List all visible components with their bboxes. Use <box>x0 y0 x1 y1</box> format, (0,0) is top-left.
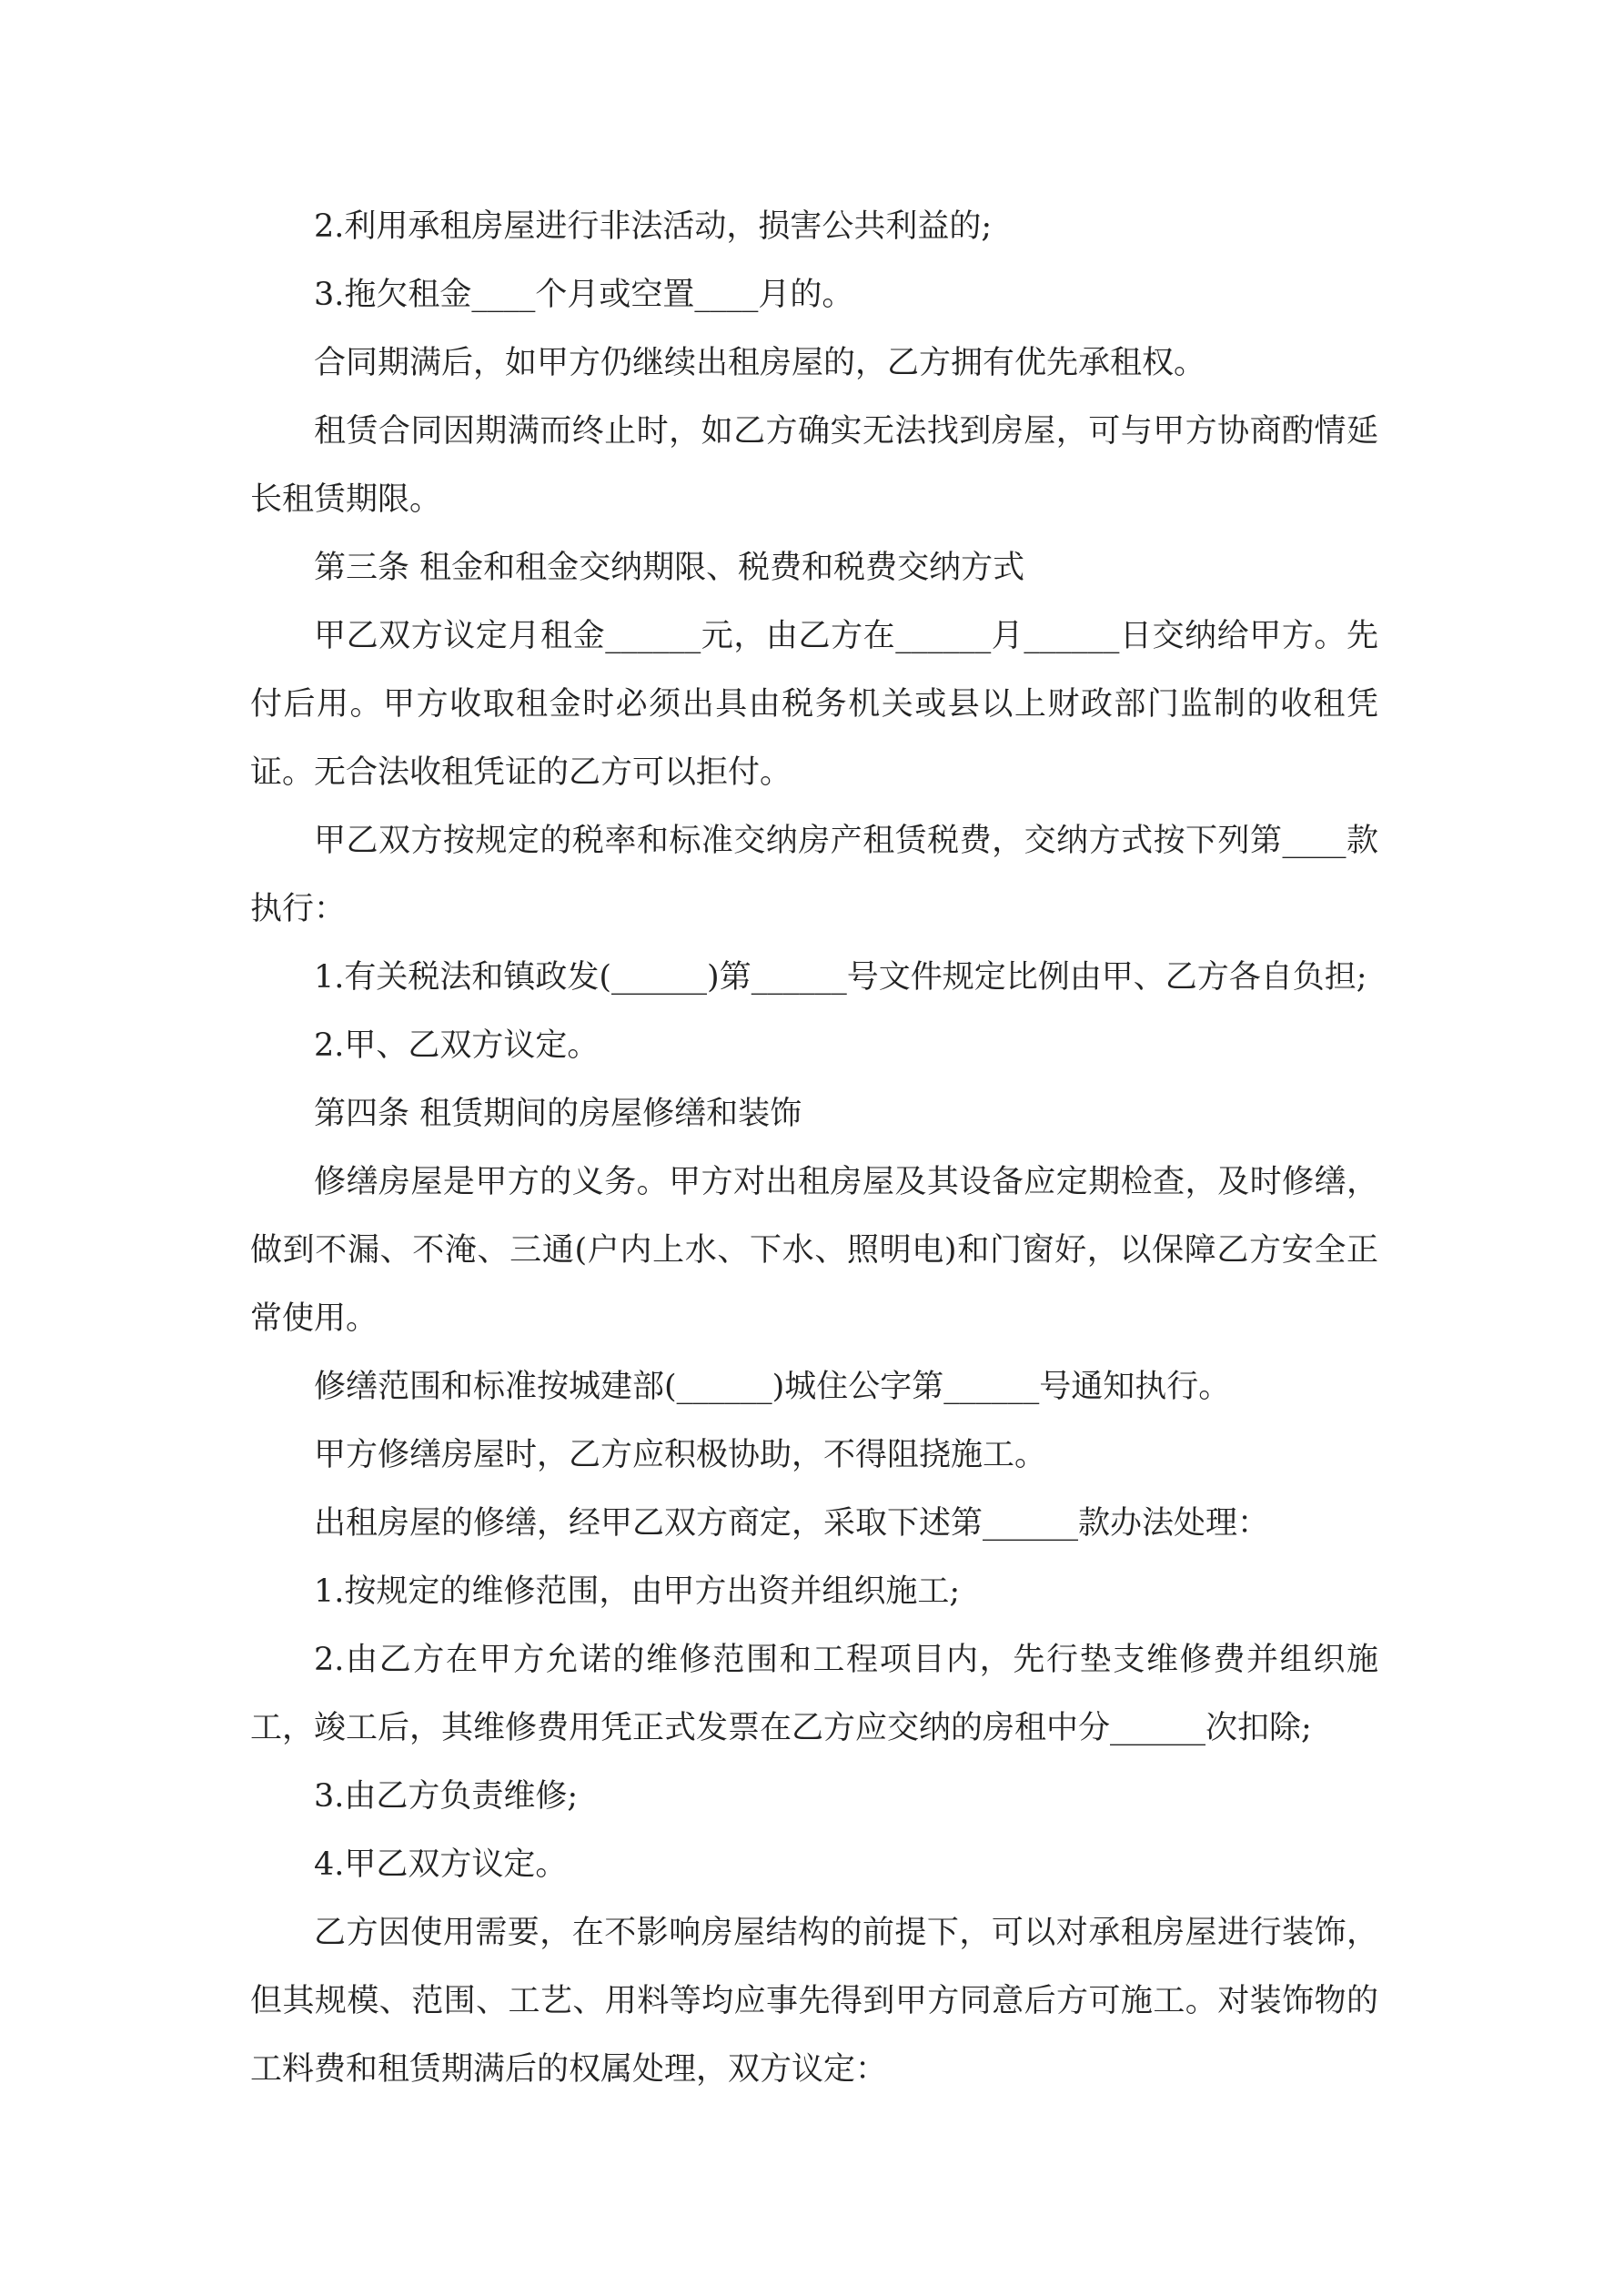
paragraph: 甲方修缮房屋时，乙方应积极协助，不得阻挠施工。 <box>314 1437 1047 1473</box>
list-item: 1.有关税法和镇政发(______)第______号文件规定比例由甲、乙方各自负担; <box>314 959 1367 996</box>
paragraph: 合同期满后，如甲方仍继续出租房屋的，乙方拥有优先承租权。 <box>314 345 1206 381</box>
list-item: 2.由乙方在甲方允诺的维修范围和工程项目内，先行垫支维修费并组织施工，竣工后，其维修费用凭正式发票在乙方应交纳的房租中分______次扣除; <box>250 1642 1378 1746</box>
paragraph: 甲乙双方议定月租金______元，由乙方在______月______日交纳给甲方。先付后用。甲方收取租金时必须出具由税务机关或县以上财政部门监制的收租凭证。无合法收租凭证的乙方可以拒付。 <box>250 618 1378 791</box>
article-heading: 第四条 租赁期间的房屋修缮和装饰 <box>314 1096 802 1132</box>
paragraph: 租赁合同因期满而终止时，如乙方确实无法找到房屋，可与甲方协商酌情延长租赁期限。 <box>250 413 1378 518</box>
list-item: 1.按规定的维修范围，由甲方出资并组织施工; <box>314 1573 961 1610</box>
list-item: 2.甲、乙双方议定。 <box>314 1027 600 1064</box>
paragraph: 修缮房屋是甲方的义务。甲方对出租房屋及其设备应定期检查，及时修缮，做到不漏、不淹、三通(户内上水、下水、照明电)和门窗好，以保障乙方安全正常使用。 <box>250 1164 1378 1337</box>
article-heading: 第三条 租金和租金交纳期限、税费和税费交纳方式 <box>314 550 1025 586</box>
paragraph: 乙方因使用需要，在不影响房屋结构的前提下，可以对承租房屋进行装饰，但其规模、范围、工艺、用料等均应事先得到甲方同意后方可施工。对装饰物的工料费和租赁期满后的权属处理，双方议定： <box>250 1915 1378 2088</box>
document-body <box>250 193 1378 2104</box>
paragraph: 2.利用承租房屋进行非法活动，损害公共利益的; <box>314 208 993 245</box>
paragraph: 修缮范围和标准按城建部(______)城住公字第______号通知执行。 <box>314 1369 1231 1405</box>
paragraph: 出租房屋的修缮，经甲乙双方商定，采取下述第______款办法处理： <box>314 1505 1270 1542</box>
paragraph: 3.拖欠租金____个月或空置____月的。 <box>314 277 854 313</box>
list-item: 4.甲乙双方议定。 <box>314 1846 568 1883</box>
list-item: 3.由乙方负责维修; <box>314 1778 579 1815</box>
paragraph: 甲乙双方按规定的税率和标准交纳房产租赁税费，交纳方式按下列第____款执行： <box>250 823 1378 927</box>
